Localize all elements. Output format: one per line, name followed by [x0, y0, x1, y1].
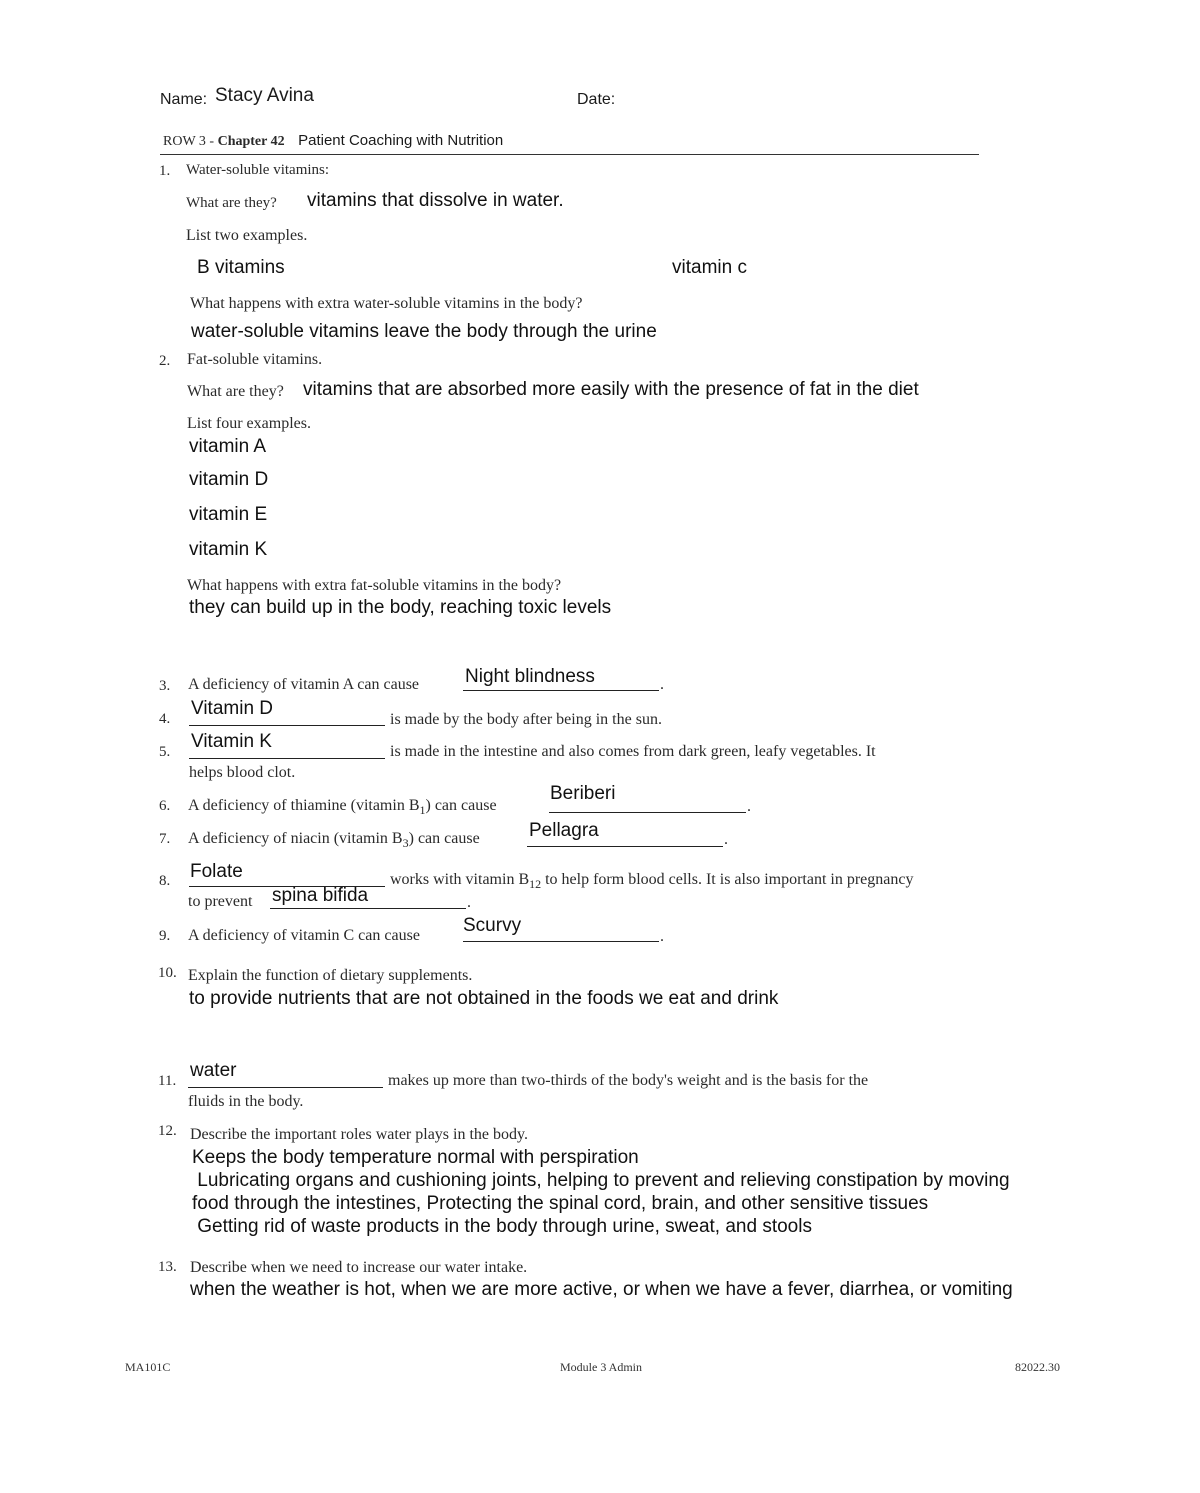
q6-text [188, 797, 497, 818]
q2-what-label: What are they? [187, 383, 284, 400]
q6-text-b: ) can cause [425, 797, 497, 814]
q13-answer[interactable]: when the weather is hot, when we are more active, or when we have a fever, diarrhea, or vomiting [190, 1279, 1013, 1300]
footer-code: 82022.30 [1015, 1360, 1060, 1374]
q8-text-b: to help form blood cells. It is also important in pregnancy [545, 871, 914, 888]
q6-number: 6. [159, 798, 171, 814]
q9-number: 9. [159, 928, 171, 944]
name-label: Name: [160, 91, 208, 108]
date-label: Date: [577, 91, 616, 108]
q4-blank-line [189, 725, 385, 726]
q1-extra-label: What happens with extra water-soluble vitamins in the body? [190, 295, 583, 312]
q13-text: Describe when we need to increase our water intake. [190, 1259, 528, 1276]
q2-what-answer[interactable]: vitamins that are absorbed more easily with the presence of fat in the diet [303, 379, 919, 400]
q9-text: A deficiency of vitamin C can cause [188, 927, 420, 944]
q2-title: Fat-soluble vitamins. [187, 351, 323, 368]
q7-answer[interactable]: Pellagra [529, 820, 599, 841]
q1-title: Water-soluble vitamins: [186, 162, 330, 178]
q1-example-1[interactable]: B vitamins [197, 257, 285, 278]
q8-number: 8. [159, 873, 171, 889]
q8-text-a: works with vitamin B [390, 871, 530, 888]
chapter-heading [163, 132, 503, 150]
q9-period: . [660, 928, 664, 945]
q7-text [188, 830, 480, 851]
q7-subscript: 3 [402, 836, 409, 851]
q11-blank-line [188, 1087, 383, 1088]
q4-number: 4. [159, 711, 171, 727]
q3-period: . [660, 676, 664, 693]
q2-extra-answer[interactable]: they can build up in the body, reaching toxic levels [189, 597, 612, 618]
q5-text-2: helps blood clot. [189, 764, 296, 781]
q11-number: 11. [158, 1073, 177, 1089]
q9-blank-line [463, 941, 659, 942]
q2-list-label: List four examples. [187, 415, 311, 432]
chapter-label: Chapter 42 [217, 134, 285, 149]
q12-number: 12. [158, 1123, 177, 1139]
q6-text-a: A deficiency of thiamine (vitamin B [188, 797, 420, 814]
q12-answer-line[interactable]: Keeps the body temperature normal with perspiration [192, 1147, 639, 1168]
name-value[interactable]: Stacy Avina [215, 85, 314, 106]
q11-answer[interactable]: water [190, 1060, 237, 1081]
q8-period: . [467, 894, 471, 911]
q4-answer[interactable]: Vitamin D [191, 698, 274, 719]
q9-answer[interactable]: Scurvy [463, 915, 522, 936]
chapter-title: Patient Coaching with Nutrition [298, 132, 504, 149]
q7-text-a: A deficiency of niacin (vitamin B [188, 830, 403, 847]
q8-blank-line-2 [270, 908, 466, 909]
q8-text-2: to prevent [188, 893, 253, 910]
q7-text-b: ) can cause [408, 830, 480, 847]
q1-example-2[interactable]: vitamin c [672, 257, 747, 278]
q1-number: 1. [159, 163, 171, 179]
row-label: ROW 3 - [163, 134, 215, 149]
header-rule [160, 154, 979, 155]
q5-blank-line [189, 758, 385, 759]
q3-answer[interactable]: Night blindness [465, 666, 595, 687]
q6-blank-line [549, 812, 746, 813]
q2-number: 2. [159, 353, 171, 369]
footer-module: Module 3 Admin [560, 1360, 643, 1374]
q3-text: A deficiency of vitamin A can cause [188, 676, 420, 693]
q2-example[interactable]: vitamin A [189, 436, 267, 457]
footer-course-code: MA101C [125, 1360, 171, 1374]
q7-number: 7. [159, 831, 171, 847]
q10-number: 10. [158, 965, 177, 981]
q7-blank-line [527, 846, 723, 847]
q1-list-label: List two examples. [186, 227, 308, 244]
q2-example[interactable]: vitamin E [189, 504, 268, 525]
q8-text [390, 871, 913, 892]
q5-number: 5. [159, 744, 171, 760]
q3-blank-line [463, 690, 659, 691]
q12-text: Describe the important roles water plays in the body. [190, 1126, 528, 1143]
q1-what-answer[interactable]: vitamins that dissolve in water. [307, 190, 564, 211]
q13-number: 13. [158, 1259, 177, 1275]
q12-answer-line[interactable]: Lubricating organs and cushioning joints, helping to prevent and relieving constipation by moving [192, 1170, 1010, 1191]
q8-answer[interactable]: Folate [190, 861, 243, 882]
q6-period: . [747, 798, 751, 815]
q8-subscript: 12 [529, 877, 542, 892]
q3-number: 3. [159, 678, 171, 694]
q5-answer[interactable]: Vitamin K [191, 731, 272, 752]
q7-period: . [724, 831, 728, 848]
q10-answer[interactable]: to provide nutrients that are not obtained in the foods we eat and drink [189, 988, 779, 1009]
q2-example[interactable]: vitamin D [189, 469, 269, 490]
q4-text: is made by the body after being in the sun. [390, 711, 662, 728]
q12-answer-line[interactable]: food through the intestines, Protecting the spinal cord, brain, and other sensitive tissues [192, 1193, 929, 1214]
q1-what-label: What are they? [186, 195, 277, 211]
q12-answer-line[interactable]: Getting rid of waste products in the body through urine, sweat, and stools [192, 1216, 812, 1237]
q5-text: is made in the intestine and also comes from dark green, leafy vegetables. It [390, 743, 876, 760]
q8-answer-2[interactable]: spina bifida [272, 885, 369, 906]
q6-subscript: 1 [419, 803, 426, 818]
q10-text: Explain the function of dietary supplements. [188, 967, 473, 984]
q6-answer[interactable]: Beriberi [550, 783, 616, 804]
q11-text-2: fluids in the body. [188, 1093, 304, 1110]
q1-extra-answer[interactable]: water-soluble vitamins leave the body through the urine [191, 321, 657, 342]
q11-text: makes up more than two-thirds of the body's weight and is the basis for the [388, 1072, 869, 1089]
q2-extra-label: What happens with extra fat-soluble vitamins in the body? [187, 577, 562, 594]
q2-example[interactable]: vitamin K [189, 539, 268, 560]
